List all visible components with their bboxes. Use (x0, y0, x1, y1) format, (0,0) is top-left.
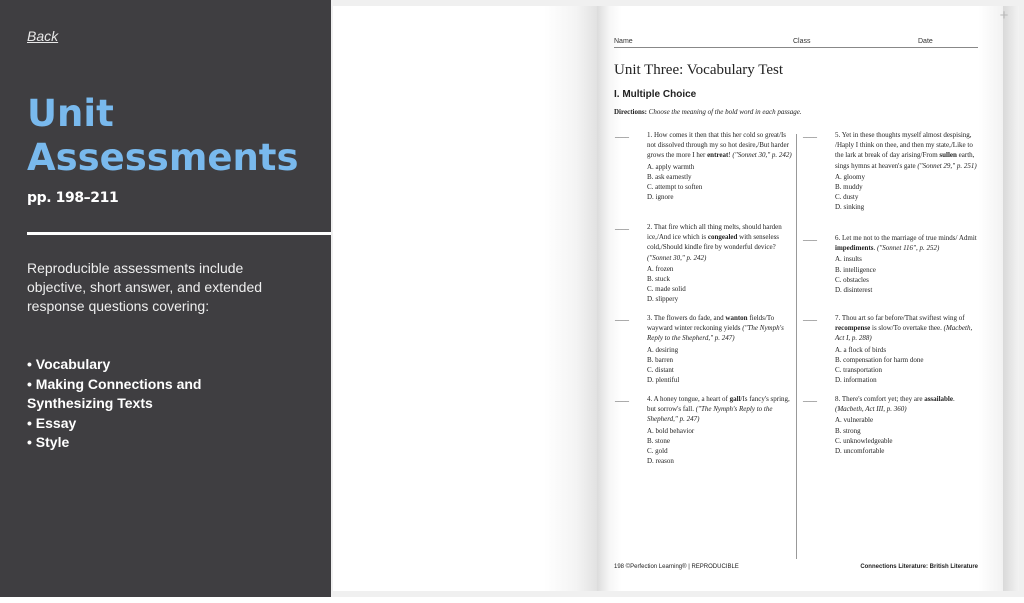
question-1 (615, 130, 793, 202)
option: D. sinking (835, 203, 865, 212)
question-text-end: /Is fancy's spring, but sorrow's fall. (647, 395, 790, 414)
question-7 (803, 313, 981, 385)
sidebar (0, 0, 331, 597)
option: D. uncomfortable (835, 447, 885, 456)
question-text: That fire which all thing melts, should harden ice,/And ice which is (647, 223, 782, 242)
directions-label: Directions: (614, 108, 647, 116)
question-6 (803, 233, 981, 295)
option: C. attempt to soften (647, 183, 703, 192)
source-ref: (Macbeth, Act III, p. 360) (835, 405, 907, 414)
answer-blank: ____ (803, 234, 817, 242)
source-ref: (Macbeth, Act I, p. 288) (835, 324, 973, 343)
answer-blank: ____ (615, 395, 629, 403)
option: A. frozen (647, 264, 674, 273)
footer-left: 198 ©Perfection Learning® | REPRODUCIBLE (614, 564, 739, 570)
column-divider (796, 134, 797, 559)
description: Reproducible assessments include objective, short answer, and extended response questions covering: (27, 260, 263, 314)
back-link[interactable]: Back (27, 28, 59, 44)
topic-item: • Essay (27, 414, 77, 431)
question-text-end: . (873, 244, 877, 253)
option: B. compensation for harm done (835, 355, 924, 364)
option: A. insults (835, 255, 862, 264)
option: D. slippery (647, 295, 679, 304)
page-range: pp. 198–211 (27, 190, 119, 206)
vocab-word: impediments (835, 244, 874, 253)
question-number: 2. (647, 223, 653, 231)
question-text: Thou art so far before/That swiftest wing of (841, 314, 965, 322)
option: D. reason (647, 457, 674, 466)
question-text-end: is slow/To overtake thee. (870, 324, 944, 333)
question-text-end: with senseless cold,/Should kindle fire by wonderful device? (647, 233, 780, 252)
source-ref: ("Sonnet 29," p. 251) (917, 161, 977, 170)
option: A. a flock of birds (835, 345, 887, 354)
source-ref: ("The Nymph's Reply to the Shepherd," p. 247) (647, 405, 773, 424)
option: D. plentiful (647, 376, 680, 385)
title-line-1: Unit (27, 92, 114, 135)
option: A. gloomy (835, 172, 865, 181)
question-2 (615, 222, 793, 305)
date-label: Date (918, 38, 933, 45)
zoom-in-icon[interactable]: + (999, 7, 1009, 24)
option: C. gold (647, 447, 668, 456)
document-title: Unit Three: Vocabulary Test (614, 62, 784, 78)
question-text-end: earth, sings hymns at heaven's gate (835, 151, 975, 170)
vocab-word: wanton (725, 314, 748, 322)
question-5 (803, 130, 981, 213)
question-number: 4. (647, 395, 653, 403)
left-page (333, 6, 597, 591)
answer-blank: ____ (803, 395, 817, 403)
page-shadow (1003, 6, 1019, 591)
question-3 (615, 313, 793, 385)
question-number: 7. (835, 314, 841, 322)
option: C. made solid (647, 285, 686, 294)
class-label: Class (793, 38, 811, 45)
name-label: Name (614, 38, 633, 45)
divider (27, 232, 331, 235)
vocab-word: congealed (707, 233, 738, 242)
option: B. stone (647, 436, 670, 445)
option: C. dusty (835, 193, 859, 202)
option: B. ask earnestly (647, 172, 692, 181)
option: B. muddy (835, 183, 863, 192)
question-text: The flowers do fade, and (653, 314, 726, 322)
answer-blank: ____ (615, 131, 629, 139)
question-text-end: . (952, 395, 955, 403)
answer-blank: ____ (615, 314, 629, 322)
option: A. bold behavior (647, 426, 695, 435)
option: C. obstacles (835, 275, 869, 284)
question-number: 1. (647, 131, 653, 139)
option: C. transportation (835, 366, 883, 375)
option: C. distant (647, 366, 674, 375)
footer-right: Connections Literature: British Literature (860, 564, 978, 570)
option: A. apply warmth (647, 162, 695, 171)
option: B. intelligence (835, 265, 876, 274)
vocab-word: recompense (835, 324, 871, 333)
source-ref: ("The Nymph's Reply to the Shepherd," p. 247) (647, 324, 784, 343)
question-text: How comes it then that this her cold so great/Is not dissolved through my so hot desire,/But harder grows the more I her (647, 131, 789, 160)
option: A. desiring (647, 345, 679, 354)
source-ref: ("Sonnet 30," p. 242) (732, 151, 792, 160)
question-text-end: ! (728, 151, 733, 160)
option: D. information (835, 376, 877, 385)
section-heading: I. Multiple Choice (614, 89, 697, 100)
question-text: Yet in these thoughts myself almost despising, /Haply I think on thee, and then my state,/Like to the lark at break of day arising/From (835, 131, 973, 160)
bottom-bar (0, 597, 1024, 603)
source-ref: ("Sonnet 116", p. 252) (877, 244, 940, 253)
vocab-word: assailable (924, 395, 953, 403)
question-text: Let me not to the marriage of true minds/ Admit (842, 234, 977, 242)
question-number: 5. (835, 131, 841, 139)
title-line-2: Assessments (27, 136, 299, 179)
answer-blank: ____ (803, 131, 817, 139)
topic-item: • Style (27, 434, 70, 450)
option: B. barren (647, 355, 674, 364)
question-number: 8. (835, 395, 841, 403)
option: B. stuck (647, 275, 670, 284)
answer-blank: ____ (803, 314, 817, 322)
vocab-word: entreat (707, 151, 729, 160)
option: A. vulnerable (835, 416, 874, 425)
option: D. disinterest (835, 286, 873, 295)
question-text-end: fields/To wayward winter reckoning yields (647, 314, 775, 333)
question-number: 6. (835, 234, 841, 242)
question-text: A honey tongue, a heart of (653, 395, 730, 403)
vocab-word: sullen (939, 151, 957, 160)
topic-item: • Vocabulary (27, 356, 111, 372)
directions-text: Choose the meaning of the bold word in each passage. (648, 108, 802, 116)
header-rule (614, 47, 978, 48)
question-text: There's comfort yet; they are (841, 395, 925, 403)
option: D. ignore (647, 193, 674, 202)
topic-item: • Making Connections and Synthesizing Texts (27, 375, 202, 411)
question-number: 3. (647, 314, 653, 322)
document-page (597, 6, 1003, 591)
option: C. unknowledgeable (835, 436, 893, 445)
question-8 (803, 394, 981, 456)
topic-list (27, 355, 287, 453)
answer-blank: ____ (615, 223, 629, 231)
directions (614, 108, 802, 116)
question-4 (615, 394, 793, 466)
page-title (27, 92, 327, 180)
vocab-word: gall (729, 395, 741, 403)
option: B. strong (835, 426, 861, 435)
source-ref: ("Sonnet 30," p. 242) (647, 253, 707, 262)
